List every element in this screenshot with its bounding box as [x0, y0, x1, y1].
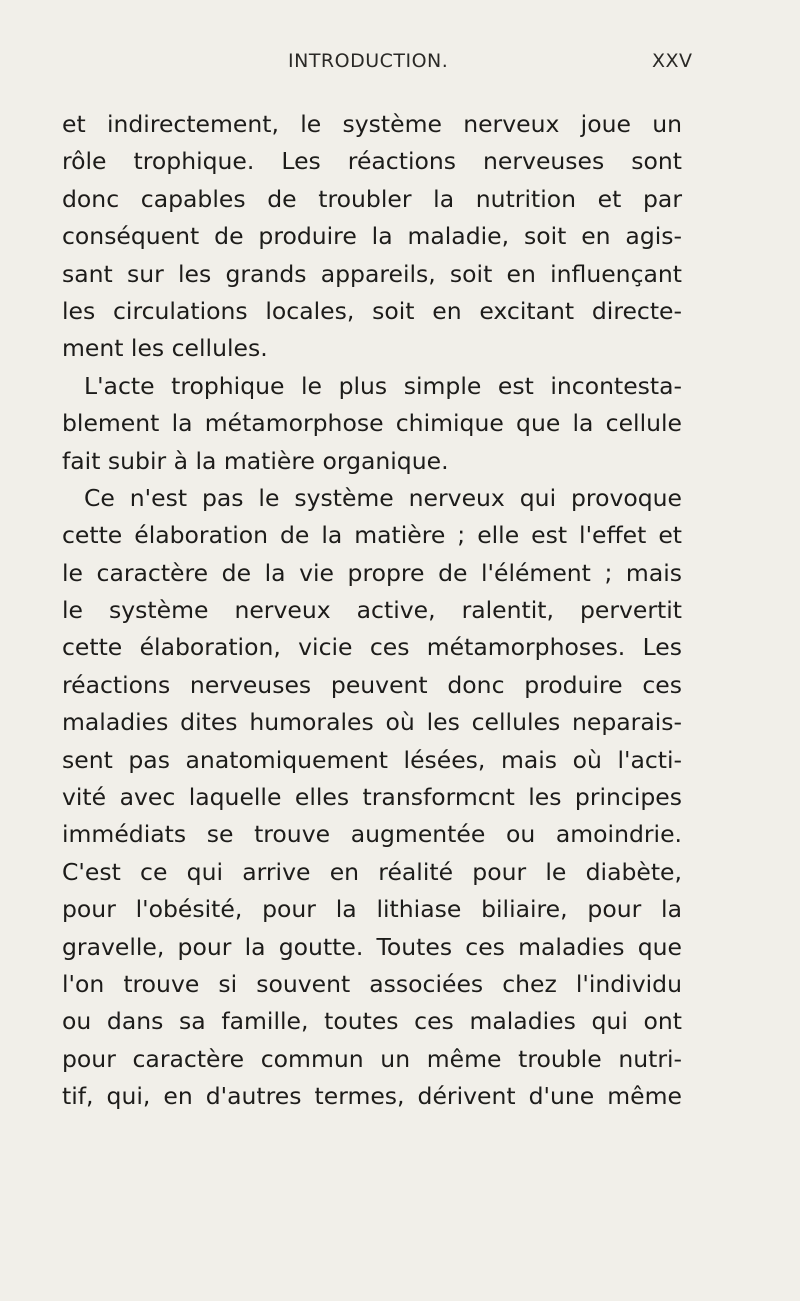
text-line: donc capables de troubler la nutrition et par	[62, 184, 682, 213]
text-line: immédiats se trouve augmentée ou amoindrie.	[62, 820, 682, 849]
text-line: le caractère de la vie propre de l'élément ; mais	[62, 558, 682, 587]
text-line: blement la métamorphose chimique que la cellule	[62, 409, 682, 438]
text-line: les circulations locales, soit en excitant directe-	[62, 296, 682, 325]
text-line: gravelle, pour la goutte. Toutes ces maladies que	[62, 932, 682, 961]
text-line: Ce n'est pas le système nerveux qui provoque	[84, 483, 682, 512]
text-line: sant sur les grands appareils, soit en influençant	[62, 259, 682, 288]
page-number: XXV	[652, 50, 693, 72]
text-line: et indirectement, le système nerveux joue un	[62, 110, 682, 138]
text-line: cette élaboration de la matière ; elle est l'effet et	[62, 521, 682, 550]
text-line: maladies dites humorales où les cellules neparais-	[62, 708, 682, 737]
text-line: sent pas anatomiquement lésées, mais où l'acti-	[62, 745, 682, 774]
text-line: l'on trouve si souvent associées chez l'individu	[62, 969, 682, 998]
running-title: INTRODUCTION.	[288, 50, 449, 72]
text-line: C'est ce qui arrive en réalité pour le diabète,	[62, 857, 682, 886]
text-line: tif, qui, en d'autres termes, dérivent d'une même	[62, 1082, 682, 1111]
text-line: fait subir à la matière organique.	[62, 446, 449, 475]
text-line: conséquent de produire la maladie, soit en agis-	[62, 222, 682, 251]
text-line: rôle trophique. Les réactions nerveuses sont	[62, 147, 682, 176]
text-line: pour l'obésité, pour la lithiase biliaire, pour la	[62, 895, 682, 924]
text-line: pour caractère commun un même trouble nutri-	[62, 1044, 682, 1073]
text-line: ou dans sa famille, toutes ces maladies qui ont	[62, 1007, 682, 1036]
text-line: L'acte trophique le plus simple est incontesta-	[84, 371, 682, 400]
body-text	[62, 106, 682, 1116]
text-line: vité avec laquelle elles transformcnt les principes	[62, 783, 682, 812]
running-head	[0, 50, 800, 80]
text-line: réactions nerveuses peuvent donc produire ces	[62, 670, 682, 699]
text-line: le système nerveux active, ralentit, pervertit	[62, 596, 682, 625]
text-line: ment les cellules.	[62, 334, 268, 363]
text-line: cette élaboration, vicie ces métamorphoses. Les	[62, 633, 682, 662]
